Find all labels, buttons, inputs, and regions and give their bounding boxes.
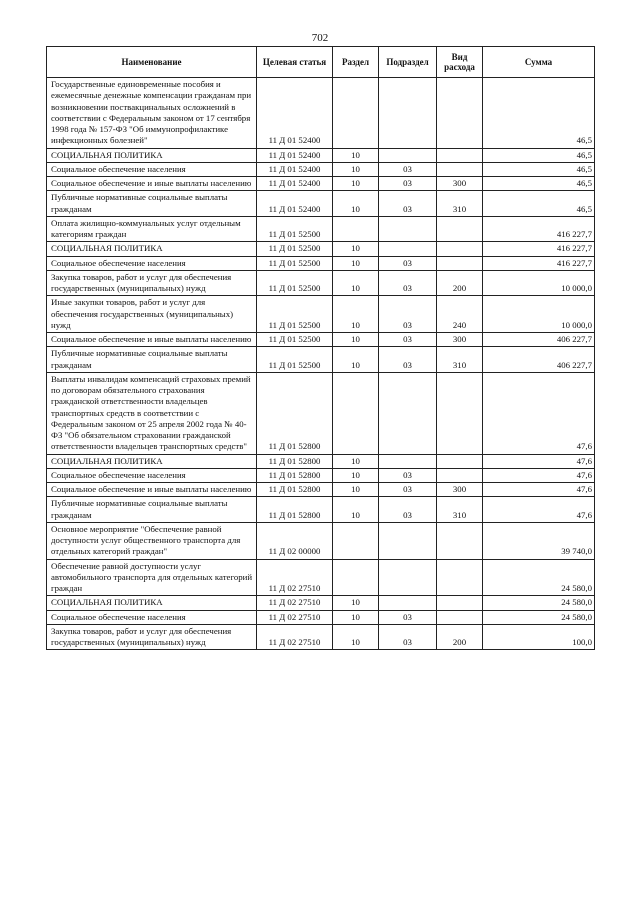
cell-amount: 24 580,0	[483, 596, 595, 610]
cell-target: 11 Д 01 52800	[257, 483, 333, 497]
cell-expense-type: 300	[437, 333, 483, 347]
cell-expense-type	[437, 372, 483, 454]
cell-amount: 46,5	[483, 162, 595, 176]
cell-expense-type: 300	[437, 177, 483, 191]
header-name: Наименование	[47, 47, 257, 78]
cell-target: 11 Д 01 52500	[257, 256, 333, 270]
cell-subsection	[379, 596, 437, 610]
cell-name: Публичные нормативные социальные выплаты гражданам	[47, 497, 257, 523]
cell-name: Основное мероприятие "Обеспечение равной доступности услуг общественного транспорта для отдельных категорий граждан"	[47, 522, 257, 559]
cell-section: 10	[333, 296, 379, 333]
page-number: 702	[311, 32, 329, 44]
cell-amount: 47,6	[483, 454, 595, 468]
cell-amount: 406 227,7	[483, 333, 595, 347]
cell-name: Государственные единовременные пособия и ежемесячные денежные компенсации гражданам при возникновении поствакцинальных осложнений в соответствии с Федеральным законом от 17 сентября 1998 года № 157-ФЗ "Об иммунопрофилактике инфекционных болезней"	[47, 78, 257, 149]
table-row	[47, 78, 595, 149]
cell-section: 10	[333, 148, 379, 162]
cell-subsection: 03	[379, 177, 437, 191]
cell-target: 11 Д 01 52400	[257, 78, 333, 149]
cell-name: Социальное обеспечение населения	[47, 468, 257, 482]
cell-subsection	[379, 78, 437, 149]
cell-target: 11 Д 01 52800	[257, 372, 333, 454]
cell-subsection: 03	[379, 191, 437, 217]
cell-target: 11 Д 01 52400	[257, 177, 333, 191]
table-row	[47, 372, 595, 454]
cell-target: 11 Д 01 52500	[257, 347, 333, 373]
cell-expense-type	[437, 468, 483, 482]
cell-amount: 10 000,0	[483, 296, 595, 333]
cell-subsection	[379, 454, 437, 468]
cell-section: 10	[333, 468, 379, 482]
cell-expense-type: 310	[437, 347, 483, 373]
cell-amount: 24 580,0	[483, 559, 595, 596]
cell-subsection: 03	[379, 347, 437, 373]
cell-expense-type: 310	[437, 497, 483, 523]
cell-expense-type	[437, 596, 483, 610]
cell-expense-type	[437, 256, 483, 270]
cell-amount: 100,0	[483, 624, 595, 650]
cell-expense-type	[437, 242, 483, 256]
cell-target: 11 Д 01 52500	[257, 296, 333, 333]
cell-section: 10	[333, 191, 379, 217]
cell-name: Социальное обеспечение и иные выплаты населению	[47, 483, 257, 497]
cell-target: 11 Д 01 52500	[257, 270, 333, 296]
cell-subsection	[379, 559, 437, 596]
cell-subsection: 03	[379, 497, 437, 523]
cell-amount: 46,5	[483, 191, 595, 217]
cell-target: 11 Д 01 52500	[257, 333, 333, 347]
header-subsection: Подраздел	[379, 47, 437, 78]
cell-expense-type	[437, 148, 483, 162]
cell-section: 10	[333, 242, 379, 256]
cell-section: 10	[333, 347, 379, 373]
table-body	[47, 78, 595, 650]
cell-expense-type	[437, 216, 483, 242]
cell-expense-type: 300	[437, 483, 483, 497]
cell-target: 11 Д 02 00000	[257, 522, 333, 559]
cell-subsection: 03	[379, 624, 437, 650]
cell-expense-type	[437, 162, 483, 176]
table-row	[47, 522, 595, 559]
cell-name: Иные закупки товаров, работ и услуг для обеспечения государственных (муниципальных) нужд	[47, 296, 257, 333]
header-expense-type: Вид расхода	[437, 47, 483, 78]
cell-target: 11 Д 01 52500	[257, 242, 333, 256]
cell-name: Социальное обеспечение и иные выплаты населению	[47, 333, 257, 347]
cell-name: Публичные нормативные социальные выплаты гражданам	[47, 347, 257, 373]
table-row	[47, 624, 595, 650]
cell-name: Социальное обеспечение населения	[47, 610, 257, 624]
cell-section	[333, 78, 379, 149]
cell-expense-type	[437, 559, 483, 596]
cell-subsection	[379, 242, 437, 256]
cell-section: 10	[333, 624, 379, 650]
cell-target: 11 Д 02 27510	[257, 610, 333, 624]
cell-subsection	[379, 216, 437, 242]
table-row	[47, 148, 595, 162]
cell-amount: 10 000,0	[483, 270, 595, 296]
table-row	[47, 270, 595, 296]
cell-expense-type: 240	[437, 296, 483, 333]
cell-subsection: 03	[379, 162, 437, 176]
cell-section	[333, 216, 379, 242]
table-row	[47, 296, 595, 333]
table-row	[47, 454, 595, 468]
header-target: Целевая статья	[257, 47, 333, 78]
cell-section: 10	[333, 610, 379, 624]
table-header-row	[47, 47, 595, 78]
header-section: Раздел	[333, 47, 379, 78]
cell-amount: 47,6	[483, 497, 595, 523]
cell-name: Закупка товаров, работ и услуг для обеспечения государственных (муниципальных) нужд	[47, 270, 257, 296]
cell-subsection	[379, 148, 437, 162]
table-row	[47, 483, 595, 497]
header-amount: Сумма	[483, 47, 595, 78]
cell-section	[333, 372, 379, 454]
cell-section: 10	[333, 454, 379, 468]
cell-section	[333, 522, 379, 559]
cell-name: СОЦИАЛЬНАЯ ПОЛИТИКА	[47, 242, 257, 256]
cell-amount: 46,5	[483, 78, 595, 149]
cell-expense-type	[437, 78, 483, 149]
cell-amount: 39 740,0	[483, 522, 595, 559]
cell-section: 10	[333, 483, 379, 497]
cell-amount: 416 227,7	[483, 256, 595, 270]
cell-target: 11 Д 02 27510	[257, 624, 333, 650]
cell-target: 11 Д 01 52500	[257, 216, 333, 242]
cell-amount: 47,6	[483, 483, 595, 497]
cell-name: Обеспечение равной доступности услуг автомобильного транспорта для отдельных категорий граждан	[47, 559, 257, 596]
table-row	[47, 596, 595, 610]
cell-target: 11 Д 01 52400	[257, 191, 333, 217]
cell-expense-type	[437, 522, 483, 559]
cell-subsection: 03	[379, 468, 437, 482]
cell-target: 11 Д 02 27510	[257, 559, 333, 596]
cell-section: 10	[333, 497, 379, 523]
cell-name: Социальное обеспечение и иные выплаты населению	[47, 177, 257, 191]
table-row	[47, 468, 595, 482]
cell-section	[333, 559, 379, 596]
cell-subsection: 03	[379, 333, 437, 347]
cell-section: 10	[333, 256, 379, 270]
cell-name: Социальное обеспечение населения	[47, 162, 257, 176]
cell-name: Оплата жилищно-коммунальных услуг отдельным категориям граждан	[47, 216, 257, 242]
cell-name: Закупка товаров, работ и услуг для обеспечения государственных (муниципальных) нужд	[47, 624, 257, 650]
cell-name: СОЦИАЛЬНАЯ ПОЛИТИКА	[47, 148, 257, 162]
cell-amount: 46,5	[483, 177, 595, 191]
table-row	[47, 177, 595, 191]
table-row	[47, 191, 595, 217]
table-row	[47, 610, 595, 624]
cell-amount: 416 227,7	[483, 216, 595, 242]
table-row	[47, 162, 595, 176]
table-row	[47, 347, 595, 373]
cell-name: СОЦИАЛЬНАЯ ПОЛИТИКА	[47, 596, 257, 610]
cell-target: 11 Д 01 52400	[257, 148, 333, 162]
table-row	[47, 497, 595, 523]
cell-subsection	[379, 372, 437, 454]
cell-expense-type: 310	[437, 191, 483, 217]
cell-amount: 47,6	[483, 468, 595, 482]
budget-table	[46, 46, 595, 650]
cell-expense-type	[437, 454, 483, 468]
cell-subsection: 03	[379, 270, 437, 296]
cell-section: 10	[333, 270, 379, 296]
table-row	[47, 333, 595, 347]
table-row	[47, 559, 595, 596]
cell-section: 10	[333, 162, 379, 176]
cell-amount: 416 227,7	[483, 242, 595, 256]
cell-expense-type: 200	[437, 624, 483, 650]
table-row	[47, 256, 595, 270]
cell-expense-type: 200	[437, 270, 483, 296]
cell-amount: 406 227,7	[483, 347, 595, 373]
cell-subsection: 03	[379, 256, 437, 270]
cell-name: Публичные нормативные социальные выплаты гражданам	[47, 191, 257, 217]
table-row	[47, 242, 595, 256]
cell-section: 10	[333, 177, 379, 191]
cell-name: СОЦИАЛЬНАЯ ПОЛИТИКА	[47, 454, 257, 468]
cell-target: 11 Д 01 52800	[257, 468, 333, 482]
cell-amount: 46,5	[483, 148, 595, 162]
cell-subsection: 03	[379, 296, 437, 333]
cell-target: 11 Д 01 52800	[257, 497, 333, 523]
cell-amount: 47,6	[483, 372, 595, 454]
cell-section: 10	[333, 333, 379, 347]
cell-expense-type	[437, 610, 483, 624]
cell-target: 11 Д 02 27510	[257, 596, 333, 610]
cell-subsection: 03	[379, 483, 437, 497]
cell-amount: 24 580,0	[483, 610, 595, 624]
cell-name: Социальное обеспечение населения	[47, 256, 257, 270]
cell-target: 11 Д 01 52800	[257, 454, 333, 468]
cell-subsection: 03	[379, 610, 437, 624]
cell-target: 11 Д 01 52400	[257, 162, 333, 176]
cell-subsection	[379, 522, 437, 559]
cell-name: Выплаты инвалидам компенсаций страховых премий по договорам обязательного страхования гражданской ответственности владельцев транспортных средств в соответствии с Федеральным законом от 25 апреля 2002 года № 40-ФЗ "Об обязательном страховании гражданской ответственности владельцев транспортных средств"	[47, 372, 257, 454]
table-row	[47, 216, 595, 242]
cell-section: 10	[333, 596, 379, 610]
